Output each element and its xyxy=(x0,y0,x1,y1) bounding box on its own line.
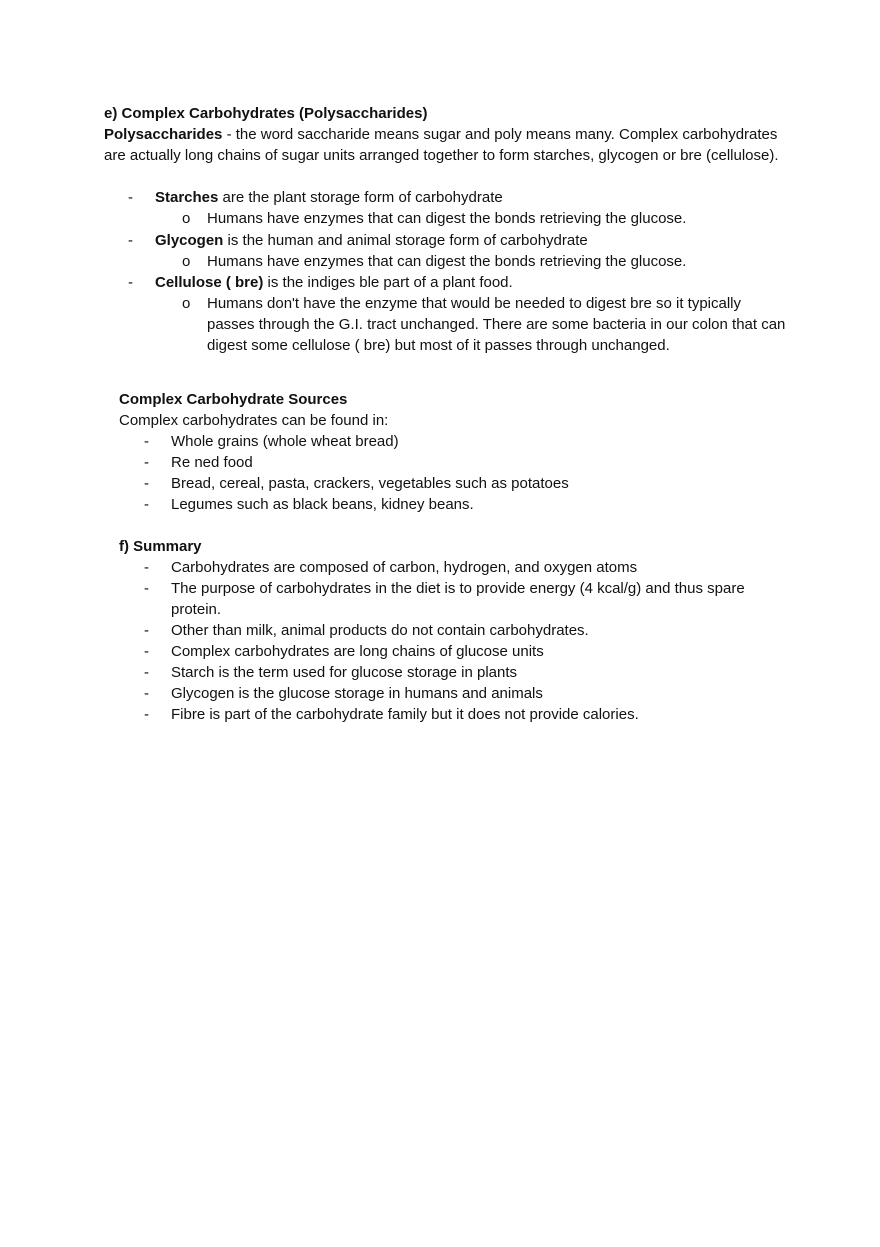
list-item xyxy=(144,620,784,641)
sub-text: Humans don't have the enzyme that would be needed to digest bre so it typically passes through the G.I. tract unchanged. There are some bacteria in our colon that can digest some cellulose ( bre) but most of it passes through unchanged. xyxy=(207,295,786,354)
list-item xyxy=(144,557,784,578)
dash-marker: - xyxy=(144,580,149,597)
dash-marker: - xyxy=(144,559,149,576)
dash-marker: - xyxy=(144,475,149,492)
intro-text: - the word saccharide means sugar and poly means many. Complex carbohydrates are actually long chains of sugar units arranged together to form starches, glycogen or bre (cellulose). xyxy=(104,126,779,164)
sub-text: Humans have enzymes that can digest the bonds retrieving the glucose. xyxy=(207,253,687,270)
list-item xyxy=(144,662,784,683)
bullet-text: are the plant storage form of carbohydrate xyxy=(218,189,503,206)
list-item-text: Glycogen is the glucose storage in humans and animals xyxy=(171,685,543,702)
list-item xyxy=(144,494,784,515)
list-item-text: Fibre is part of the carbohydrate family but it does not provide calories. xyxy=(171,706,639,723)
list-item xyxy=(144,473,784,494)
sub-text: Humans have enzymes that can digest the bonds retrieving the glucose. xyxy=(207,210,687,227)
section-e xyxy=(104,103,784,166)
sources-section xyxy=(119,389,779,431)
circle-marker: o xyxy=(182,295,191,312)
section-e-intro xyxy=(104,124,784,166)
summary-section xyxy=(119,536,779,557)
list-item-text: Bread, cereal, pasta, crackers, vegetables such as potatoes xyxy=(171,475,569,492)
sub-list-item xyxy=(128,208,788,229)
sub-list-item xyxy=(128,251,788,272)
dash-marker: - xyxy=(128,232,133,249)
list-item xyxy=(144,452,784,473)
list-item-text: Complex carbohydrates are long chains of glucose units xyxy=(171,643,544,660)
bullet-starches xyxy=(128,187,788,229)
bullet-cellulose xyxy=(128,272,788,356)
list-item xyxy=(128,230,788,251)
sources-intro: Complex carbohydrates can be found in: xyxy=(119,412,389,429)
summary-heading: f) Summary xyxy=(119,538,202,555)
bullet-text: is the human and animal storage form of carbohydrate xyxy=(223,232,588,249)
list-item xyxy=(144,578,784,620)
dash-marker: - xyxy=(128,189,133,206)
bullet-term: Glycogen xyxy=(155,232,224,249)
dash-marker: - xyxy=(128,274,133,291)
bullet-glycogen xyxy=(128,230,788,272)
list-item xyxy=(144,641,784,662)
sources-heading: Complex Carbohydrate Sources xyxy=(119,391,348,408)
circle-marker: o xyxy=(182,210,191,227)
summary-list xyxy=(144,557,784,725)
dash-marker: - xyxy=(144,433,149,450)
list-item-text: Whole grains (whole wheat bread) xyxy=(171,433,399,450)
dash-marker: - xyxy=(144,664,149,681)
list-item-text: Other than milk, animal products do not contain carbohydrates. xyxy=(171,622,589,639)
circle-marker: o xyxy=(182,253,191,270)
sources-list xyxy=(144,431,784,515)
bullet-term: Starches xyxy=(155,189,219,206)
dash-marker: - xyxy=(144,643,149,660)
dash-marker: - xyxy=(144,685,149,702)
list-item xyxy=(144,431,784,452)
intro-term: Polysaccharides xyxy=(104,126,223,143)
dash-marker: - xyxy=(144,622,149,639)
dash-marker: - xyxy=(144,454,149,471)
dash-marker: - xyxy=(144,706,149,723)
list-item xyxy=(144,704,784,725)
list-item-text: The purpose of carbohydrates in the diet is to provide energy (4 kcal/g) and thus spare protein. xyxy=(171,580,745,618)
bullet-term: Cellulose ( bre) xyxy=(155,274,264,291)
dash-marker: - xyxy=(144,496,149,513)
list-item-text: Starch is the term used for glucose storage in plants xyxy=(171,664,518,681)
list-item xyxy=(128,187,788,208)
list-item-text: Carbohydrates are composed of carbon, hydrogen, and oxygen atoms xyxy=(171,559,638,576)
list-item-text: Re ned food xyxy=(171,454,253,471)
bullet-text: is the indiges ble part of a plant food. xyxy=(263,274,513,291)
list-item xyxy=(128,272,788,293)
list-item-text: Legumes such as black beans, kidney beans. xyxy=(171,496,474,513)
section-e-heading: e) Complex Carbohydrates (Polysaccharides) xyxy=(104,105,428,122)
list-item xyxy=(144,683,784,704)
sub-list-item xyxy=(128,293,788,356)
